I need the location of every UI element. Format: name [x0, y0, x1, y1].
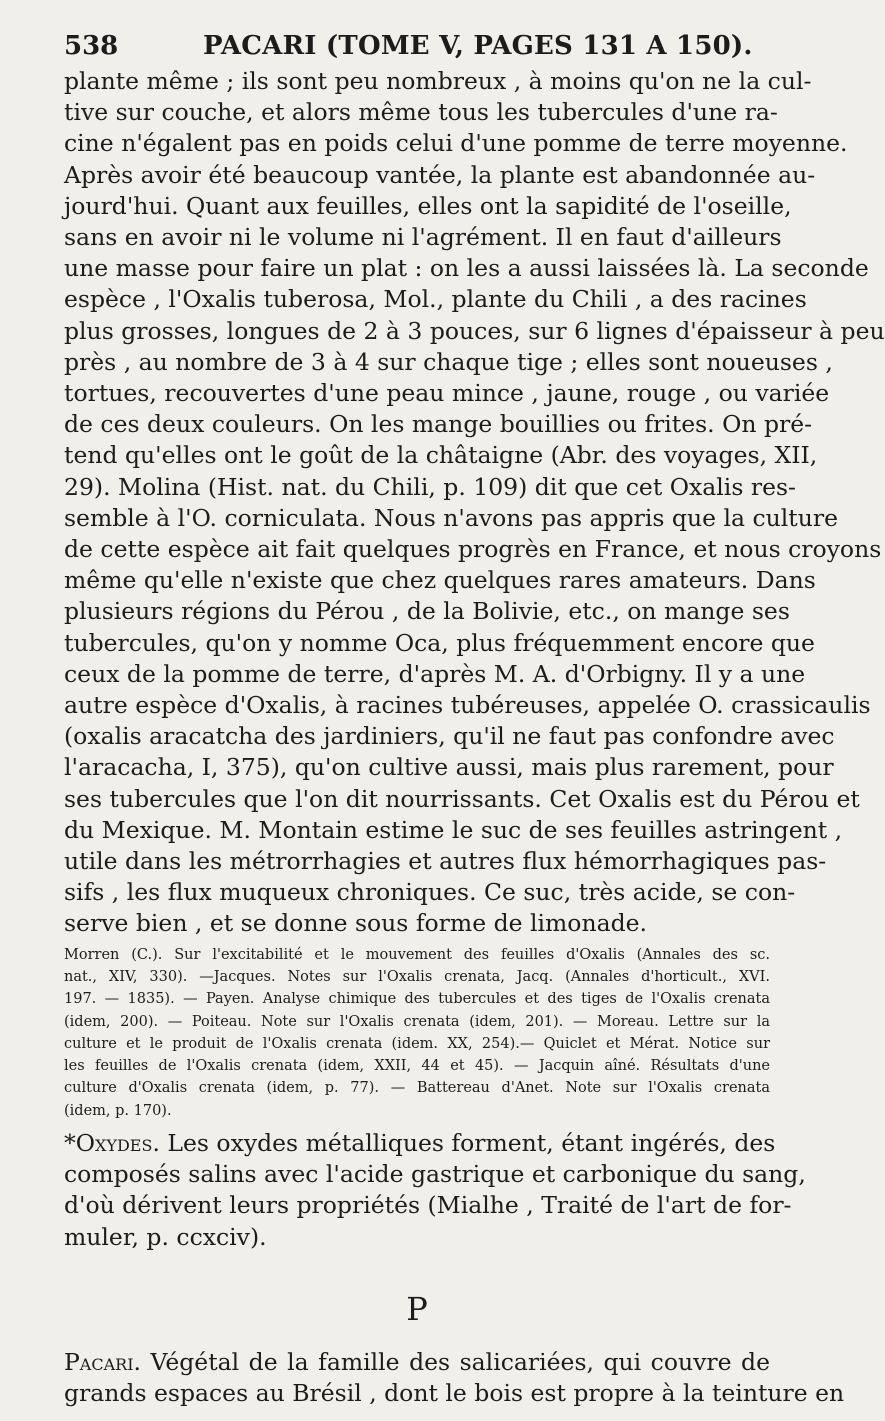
- text-line: de ces deux couleurs. On les mange bouillies ou frites. On pré-: [64, 410, 813, 439]
- text-line: une masse pour faire un plat : on les a aussi laissées là. La seconde: [64, 254, 869, 283]
- text-line: Après avoir été beaucoup vantée, la plante est abandonnée au-: [64, 160, 816, 189]
- entry-headword: Pacari.: [64, 1347, 142, 1376]
- text-line: semble à l'O. corniculata. Nous n'avons pas appris que la culture: [64, 503, 838, 532]
- entry-text: Les oxydes métalliques forment, étant ingérés, des: [159, 1129, 776, 1158]
- pacari-entry: [64, 1347, 845, 1409]
- text-line: plante même ; ils sont peu nombreux , à moins qu'on ne la cul-: [64, 67, 812, 95]
- text-line: du Mexique. M. Montain estime le suc de ses feuilles astringent ,: [64, 815, 843, 844]
- entry-line: grands espaces au Brésil , dont le bois est propre à la teinture en: [64, 1379, 845, 1408]
- entry-text: Végétal de la famille des salicariées, qui couvre de: [141, 1347, 770, 1376]
- text-line: jourd'hui. Quant aux feuilles, elles ont la sapidité de l'oseille,: [64, 191, 792, 220]
- note-line: (idem, 200). — Poiteau. Note sur l'Oxalis crenata (idem, 201). — Moreau. Lettre sur la: [64, 1013, 770, 1030]
- note-line: (idem, p. 170).: [64, 1102, 172, 1119]
- text-line: espèce , l'Oxalis tuberosa, Mol., plante du Chili , a des racines: [64, 285, 807, 314]
- note-line: les feuilles de l'Oxalis crenata (idem, XXII, 44 et 45). — Jacquin aîné. Résultats d'une: [64, 1058, 770, 1075]
- running-title: PACARI (TOME V, PAGES 131 A 150).: [203, 31, 753, 61]
- page-number: 538: [64, 31, 119, 61]
- text-line: tend qu'elles ont le goût de la châtaigne (Abr. des voyages, XII,: [64, 441, 818, 470]
- text-line: plus grosses, longues de 2 à 3 pouces, sur 6 lignes d'épaisseur à peu: [64, 316, 885, 345]
- entry-first-line: [64, 1128, 776, 1159]
- text-line: l'aracacha, I, 375), qu'on cultive aussi, mais plus rarement, pour: [64, 753, 834, 782]
- text-line: tive sur couche, et alors même tous les tubercules d'une ra-: [64, 98, 778, 127]
- main-paragraph: [64, 66, 885, 940]
- text-line: sans en avoir ni le volume ni l'agrément. Il en faut d'ailleurs: [64, 223, 782, 252]
- entry-headword: *Oxydes.: [64, 1129, 160, 1158]
- text-line: plusieurs régions du Pérou , de la Bolivie, etc., on mange ses: [64, 597, 790, 626]
- page-header: [64, 26, 770, 66]
- note-line: nat., XIV, 330). —Jacques. Notes sur l'Oxalis crenata, Jacq. (Annales d'horticult., XVI.: [64, 968, 770, 985]
- text-line: utile dans les métrorrhagies et autres flux hémorrhagiques pas-: [64, 847, 827, 876]
- bibliography-notes: [64, 944, 770, 1122]
- text-line: ceux de la pomme de terre, d'après M. A. d'Orbigny. Il y a une: [64, 659, 806, 688]
- note-line: culture et le produit de l'Oxalis crenata (idem. XX, 254).— Quiclet et Mérat. Notice sur: [64, 1035, 770, 1052]
- entry-first-line: [64, 1347, 770, 1378]
- text-line: même qu'elle n'existe que chez quelques rares amateurs. Dans: [64, 566, 816, 595]
- text-line: autre espèce d'Oxalis, à racines tubéreuses, appelée O. crassicaulis: [64, 691, 871, 720]
- text-line: serve bien , et se donne sous forme de limonade.: [64, 909, 648, 938]
- entry-line: composés salins avec l'acide gastrique et carbonique du sang,: [64, 1160, 806, 1189]
- section-letter: P: [406, 1289, 428, 1328]
- entry-line: d'où dérivent leurs propriétés (Mialhe , Traité de l'art de for-: [64, 1191, 792, 1220]
- note-line: 197. — 1835). — Payen. Analyse chimique des tubercules et des tiges de l'Oxalis crenata: [64, 991, 770, 1008]
- oxydes-entry: [64, 1128, 806, 1253]
- note-line: culture d'Oxalis crenata (idem, p. 77). — Battereau d'Anet. Note sur l'Oxalis crenata: [64, 1080, 770, 1097]
- text-line: cine n'égalent pas en poids celui d'une pomme de terre moyenne.: [64, 129, 848, 158]
- text-line: tubercules, qu'on y nomme Oca, plus fréquemment encore que: [64, 628, 815, 657]
- note-line: Morren (C.). Sur l'excitabilité et le mouvement des feuilles d'Oxalis (Annales des sc.: [64, 946, 770, 963]
- text-line: ses tubercules que l'on dit nourrissants. Cet Oxalis est du Pérou et: [64, 784, 860, 813]
- text-line: de cette espèce ait fait quelques progrès en France, et nous croyons: [64, 535, 882, 564]
- text-line: (oxalis aracatcha des jardiniers, qu'il ne faut pas confondre avec: [64, 722, 835, 751]
- text-line: 29). Molina (Hist. nat. du Chili, p. 109) dit que cet Oxalis res-: [64, 472, 796, 501]
- entry-line: muler, p. ccxciv).: [64, 1222, 267, 1251]
- text-line: près , au nombre de 3 à 4 sur chaque tige ; elles sont noueuses ,: [64, 347, 833, 376]
- text-line: tortues, recouvertes d'une peau mince , jaune, rouge , ou variée: [64, 379, 830, 408]
- text-line: sifs , les flux muqueux chroniques. Ce suc, très acide, se con-: [64, 878, 796, 907]
